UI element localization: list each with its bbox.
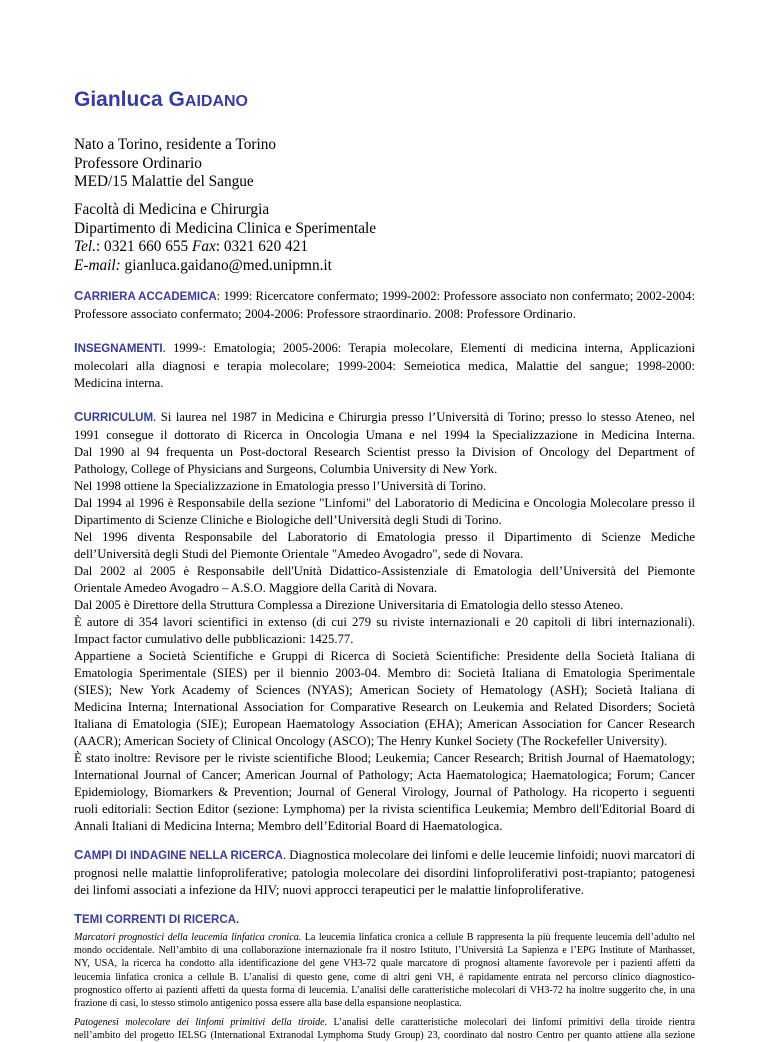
temi-heading: TEMI CORRENTI DI RICERCA. xyxy=(74,911,240,926)
curriculum-line: ruoli editoriali: Section Editor (sezione: Lymphoma) per la rivista scientifica Leukemia; Membro dell'Editorial Board di xyxy=(74,802,695,816)
section-insegnamenti xyxy=(74,339,695,392)
last-name-rest: AIDANO xyxy=(184,93,248,110)
curriculum-line: Nel 1998 ottiene la Specializzazione in Ematologia presso l’Università di Torino. xyxy=(74,479,487,493)
first-name: Gianluca xyxy=(74,88,163,111)
curriculum-line: È stato inoltre: Revisore per le riviste scientifiche Blood; Leukemia; Cancer Research; British Journal of Haematology; xyxy=(74,751,695,765)
curriculum-line: Ematologia Sperimentale (SIES) per il biennio 2003-04. Membro di: Società Italiana di Ematologia Sperimentale xyxy=(74,666,695,680)
curriculum-line: È autore di 354 lavori scientifici in extenso (di cui 279 su riviste internazionali e 20 capitoli di libri internazionali). xyxy=(74,615,695,629)
temi-p1-line: frazione di casi, lo stesso stimolo antigenico possa essere alla base della espansione neoplastica. xyxy=(74,998,462,1010)
department: Dipartimento di Medicina Clinica e Sperimentale xyxy=(74,219,377,237)
insegnamenti-line-2: molecolari alla diagnosi e terapia molecolare; 1999-2004: Semeiotica medica, Malattie del sangue; 1998-2000: xyxy=(74,359,695,373)
curriculum-line: Pathology, College of Physicians and Surgeons, Columbia University di New York. xyxy=(74,462,498,476)
contact-info xyxy=(74,201,376,275)
campi-line-1: CAMPI DI INDAGINE NELLA RICERCA. Diagnostica molecolare dei linfomi e delle leucemie linfoidi; nuovi marcatori di xyxy=(74,847,695,862)
curriculum-line: dell’Università degli Studi del Piemonte Orientale "Amedeo Avogadro", sede di Novara. xyxy=(74,547,524,561)
temi-p2-title: Patogenesi molecolare dei linfomi primitivi della tiroide. xyxy=(74,1017,328,1028)
insegnamenti-line-1: INSEGNAMENTI. 1999-: Ematologia; 2005-2006: Terapia molecolare, Elementi di medicina interna, Applicazioni xyxy=(74,340,695,355)
temi-paragraph-2 xyxy=(74,1016,695,1042)
section-carriera xyxy=(74,287,695,323)
curriculum-line: Epidemiology, Biomarkers & Prevention; Journal of General Virology, Journal of Pathology. Ha ricoperto i seguenti xyxy=(74,785,695,799)
campi-heading: CAMPI DI INDAGINE NELLA RICERCA xyxy=(74,847,283,862)
insegnamenti-heading: INSEGNAMENTI xyxy=(74,340,163,355)
fax-value: : 0321 620 421 xyxy=(215,238,309,255)
sector: MED/15 Malattie del Sangue xyxy=(74,173,254,190)
email-label: E-mail: xyxy=(74,256,121,274)
curriculum-line: Appartiene a Società Scientifiche e Gruppi di Ricerca di Società Scientifiche: Presidente della Società Italiana di xyxy=(74,649,695,663)
personal-info xyxy=(74,136,276,192)
temi-p1-title: Marcatori prognostici della leucemia linfatica cronica. xyxy=(74,932,302,943)
curriculum-line: Nel 1996 diventa Responsabile del Laboratorio di Ematologia presso il Dipartimento di Scienze Mediche xyxy=(74,530,695,544)
curriculum-line: Dal 2002 al 2005 è Responsabile dell'Unità Didattico-Assistenziale di Ematologia dell’Università del Piemonte xyxy=(74,564,695,578)
curriculum-line: (AACR); American Society of Clinical Oncology (ASCO); The Henry Kunkel Society (The Rockefeller University). xyxy=(74,734,668,748)
email-line xyxy=(74,257,376,276)
temi-p1-line: prognostico offerto ai pazienti affetti da questa forma di leucemia. L’analisi delle caratteristiche molecolari di VH3-72 ha inoltre suggerito che, in una xyxy=(74,984,695,996)
temi-p2-line: nell’ambito del progetto IELSG (International Extranodal Lymphoma Study Group) 23, coordinato dal nostro Centro per quanto attiene alla sezione xyxy=(74,1030,695,1042)
position-title: Professore Ordinario xyxy=(74,154,202,172)
temi-p2-line-1: Patogenesi molecolare dei linfomi primitivi della tiroide. L’analisi delle caratteristiche molecolari dei linfomi primitivi della tiroide rientra xyxy=(74,1017,695,1028)
curriculum-line: Orientale Amedeo Avogadro – A.S.O. Maggiore della Carità di Novara. xyxy=(74,581,438,595)
section-temi-heading xyxy=(74,910,695,929)
section-campi xyxy=(74,846,695,899)
curriculum-line: Impact factor cumulativo delle pubblicazioni: 1425.77. xyxy=(74,632,354,646)
curriculum-line: Italiana di Ematologia (SIE); European Haematology Association (EHA); American Association for Cancer Research xyxy=(74,717,695,731)
carriera-heading: CARRIERA ACCADEMICA xyxy=(74,288,217,303)
curriculum-line: (SIES); New York Academy of Sciences (NYAS); American Society of Hematology (ASH); Società Italiana di xyxy=(74,683,695,697)
tel-value: : 0321 660 655 xyxy=(95,238,192,255)
faculty: Facoltà di Medicina e Chirurgia xyxy=(74,201,270,218)
curriculum-line-1: CURRICULUM. Si laurea nel 1987 in Medicina e Chirurgia presso l’Università di Torino; presso lo stesso Ateneo, nel xyxy=(74,409,695,424)
temi-p1-line: NY, USA, la ricerca ha condotto alla identificazione del gene VH3-72 quale marcatore di prognosi altamente favorevole per i pazienti affetti da xyxy=(74,958,695,970)
temi-paragraph-1 xyxy=(74,931,695,1010)
tel-label: Tel. xyxy=(74,238,96,255)
insegnamenti-line-3: Medicina interna. xyxy=(74,376,164,390)
curriculum-line: Dipartimento di Scienze Cliniche e Biologiche dell’Università degli Studi di Torino. xyxy=(74,513,502,527)
curriculum-line: Annali Italiani di Medicina Interna; Membro dell’Editorial Board di Haematologica. xyxy=(74,819,503,833)
phone-fax-line xyxy=(74,238,376,257)
curriculum-line: 1991 consegue il dottorato di Ricerca in Oncologia Umana e nel 1994 la Specializzazione in Medicina Interna. xyxy=(74,428,695,442)
campi-line-3: dei linfomi associati a infezione da HIV; nuovi approcci terapeutici per le malattie linfoproliferative. xyxy=(74,883,584,897)
email-value: gianluca.gaidano@med.unipmn.it xyxy=(120,256,332,274)
curriculum-line: Dal 1994 al 1996 è Responsabile della sezione "Linfomi" del Laboratorio di Medicina e Oncologia Molecolare presso il xyxy=(74,496,695,510)
curriculum-line: International Journal of Cancer; American Journal of Pathology; Acta Haematologica; Haematologica; Forum; Cancer xyxy=(74,768,695,782)
section-curriculum xyxy=(74,408,695,835)
temi-p1-line: leucemia linfatica cronica a cellule B. L’analisi di questo gene, come di altri geni VH, è rapidamente entrata nel percorso clinico diagnostico- xyxy=(74,971,695,983)
birthplace-residence: Nato a Torino, residente a Torino xyxy=(74,136,277,153)
last-name-initial: G xyxy=(168,88,185,111)
carriera-line-1: CARRIERA ACCADEMICA: 1999: Ricercatore confermato; 1999-2002: Professore associato non confermato; 2002-2004: xyxy=(74,288,695,303)
curriculum-line: Medicina Interna; International Association for Comparative Research on Leukemia and Related Disorders; Società xyxy=(74,700,695,714)
curriculum-line: Dal 2005 è Direttore della Struttura Complessa a Direzione Universitaria di Ematologia dello stesso Ateneo. xyxy=(74,598,624,612)
curriculum-line: Dal 1990 al 94 frequenta un Post-doctoral Research Scientist presso la Division of Oncology del Department of xyxy=(74,445,695,459)
curriculum-heading: CURRICULUM xyxy=(74,409,154,424)
temi-p1-line: mondo occidentale. Nell’ambito di una collaborazione internazionale fra il nostro Istituto, l’Università La Sapienza e l’EPG Institute of Manhasset, xyxy=(74,945,695,957)
campi-line-2: prognosi nelle malattie linfoproliferative; patologia molecolare dei disordini linfoproliferativi post-trapianto; patogenesi xyxy=(74,866,695,880)
carriera-line-2: Professore associato confermato; 2004-2006: Professore straordinario. 2008: Professore Ordinario. xyxy=(74,307,576,321)
temi-p1-line-1: Marcatori prognostici della leucemia linfatica cronica. La leucemia linfatica cronica a cellule B rappresenta la più frequente leucemia dell’adulto nel xyxy=(74,932,695,943)
fax-label: Fax xyxy=(192,238,216,255)
page-title xyxy=(74,88,248,112)
